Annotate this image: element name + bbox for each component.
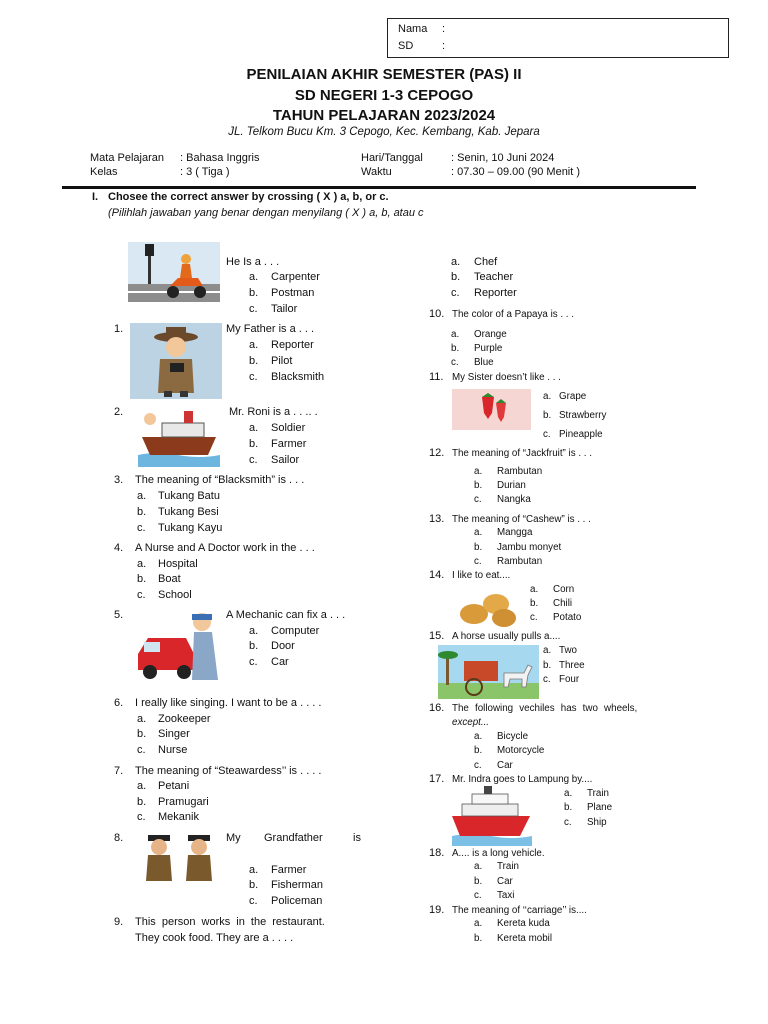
q15-text: A horse usually pulls a.... bbox=[452, 631, 561, 642]
q4-letter-a: a. bbox=[137, 558, 147, 570]
q16-text-line1: The following vechiles has two wheels, bbox=[452, 703, 638, 714]
subject-label: Mata Pelajaran bbox=[90, 152, 164, 164]
q3-option-c[interactable]: Tukang Kayu bbox=[158, 522, 223, 534]
q4-letter-c: c. bbox=[137, 589, 146, 601]
q18-text: A.... is a long vehicle. bbox=[452, 848, 545, 859]
q9-option-c[interactable]: Reporter bbox=[474, 287, 517, 299]
nama-label: Nama bbox=[398, 23, 428, 35]
student-id-box bbox=[387, 18, 729, 58]
q14-option-c[interactable]: Potato bbox=[553, 612, 582, 623]
q13-text: The meaning of “Cashew” is . . . bbox=[452, 514, 591, 525]
q18-number: 18. bbox=[429, 847, 445, 859]
q1-text: My Father is a . . . bbox=[226, 323, 315, 335]
q16-number: 16. bbox=[429, 702, 445, 714]
class-value: : 3 ( Tiga ) bbox=[180, 166, 230, 178]
q0-letter-a: a. bbox=[249, 271, 259, 283]
section-subtitle: (Pilihlah jawaban yang benar dengan menyilang ( X ) a, b, atau c bbox=[108, 207, 424, 219]
cruise-ship-icon bbox=[450, 786, 532, 846]
q3-letter-c: c. bbox=[137, 522, 146, 534]
q14-text: I like to eat.... bbox=[452, 570, 511, 581]
q4-letter-b: b. bbox=[137, 573, 147, 585]
q7-letter-b: b. bbox=[137, 796, 147, 808]
q16-option-a[interactable]: Bicycle bbox=[497, 731, 529, 742]
q2-number: 2. bbox=[114, 406, 124, 418]
q2-option-a[interactable]: Soldier bbox=[271, 422, 306, 434]
q10-number: 10. bbox=[429, 308, 445, 320]
q2-option-b[interactable]: Farmer bbox=[271, 438, 307, 450]
q9-letter-a: a. bbox=[451, 256, 461, 268]
q13-option-b[interactable]: Jambu monyet bbox=[497, 542, 562, 553]
q3-option-a[interactable]: Tukang Batu bbox=[158, 490, 220, 502]
q11-option-c[interactable]: Pineapple bbox=[559, 429, 603, 440]
q15-letter-a: a. bbox=[543, 645, 552, 656]
q8-text-word3: is bbox=[353, 832, 361, 844]
q1-letter-a: a. bbox=[249, 339, 259, 351]
q16-text-line2: except... bbox=[452, 717, 490, 728]
q8-number: 8. bbox=[114, 832, 124, 844]
q0-option-c[interactable]: Tailor bbox=[271, 303, 298, 315]
q8-letter-b: b. bbox=[249, 879, 259, 891]
q15-option-b[interactable]: Three bbox=[559, 660, 585, 671]
q19-text: The meaning of ‘‘carriage’’ is.... bbox=[452, 905, 587, 916]
q18-letter-b: b. bbox=[474, 876, 483, 887]
q14-option-a[interactable]: Corn bbox=[553, 584, 575, 595]
q6-option-b[interactable]: Singer bbox=[158, 728, 190, 740]
class-label: Kelas bbox=[90, 166, 118, 178]
q4-number: 4. bbox=[114, 542, 124, 554]
q2-letter-b: b. bbox=[249, 438, 259, 450]
q1-number: 1. bbox=[114, 323, 124, 335]
q6-text: I really like singing. I want to be a . . . . bbox=[135, 697, 322, 709]
q5-letter-c: c. bbox=[249, 656, 258, 668]
q0-option-a[interactable]: Carpenter bbox=[271, 271, 320, 283]
q0-text: He Is a . . . bbox=[226, 256, 280, 268]
q9-letter-c: c. bbox=[451, 287, 460, 299]
q0-letter-c: c. bbox=[249, 303, 258, 315]
time-value: : 07.30 – 09.00 (90 Menit ) bbox=[451, 166, 581, 178]
q2-letter-a: a. bbox=[249, 422, 259, 434]
q6-letter-b: b. bbox=[137, 728, 147, 740]
q1-letter-b: b. bbox=[249, 355, 259, 367]
q12-option-a[interactable]: Rambutan bbox=[497, 466, 543, 477]
q15-number: 15. bbox=[429, 630, 445, 642]
q5-option-a[interactable]: Computer bbox=[271, 625, 320, 637]
q7-option-b[interactable]: Pramugari bbox=[158, 796, 209, 808]
q5-option-b[interactable]: Door bbox=[271, 640, 295, 652]
q18-option-c[interactable]: Taxi bbox=[497, 890, 515, 901]
q13-letter-a: a. bbox=[474, 527, 483, 538]
q5-letter-b: b. bbox=[249, 640, 259, 652]
section-number: I. bbox=[92, 191, 99, 203]
q5-letter-a: a. bbox=[249, 625, 259, 637]
q12-letter-c: c. bbox=[474, 494, 482, 505]
header-divider bbox=[62, 186, 696, 189]
q17-letter-b: b. bbox=[564, 802, 573, 813]
q8-option-b[interactable]: Fisherman bbox=[271, 879, 323, 891]
q10-option-b[interactable]: Purple bbox=[474, 343, 503, 354]
q11-text: My Sister doesn’t like . . . bbox=[452, 372, 561, 383]
q14-number: 14. bbox=[429, 569, 445, 581]
q2-text: Mr. Roni is a . . .. . bbox=[229, 406, 318, 418]
sd-label: SD bbox=[398, 40, 414, 52]
q16-letter-a: a. bbox=[474, 731, 483, 742]
q19-letter-b: b. bbox=[474, 933, 483, 944]
q17-text: Mr. Indra goes to Lampung by.... bbox=[452, 774, 593, 785]
q7-option-a[interactable]: Petani bbox=[158, 780, 190, 792]
school-address: JL. Telkom Bucu Km. 3 Cepogo, Kec. Kembang, Kab. Jepara bbox=[228, 126, 540, 138]
horse-carriage-icon bbox=[438, 645, 539, 699]
q7-letter-a: a. bbox=[137, 780, 147, 792]
q8-option-c[interactable]: Policeman bbox=[271, 895, 323, 907]
q1-option-a[interactable]: Reporter bbox=[271, 339, 314, 351]
q1-option-b[interactable]: Pilot bbox=[271, 355, 293, 367]
q6-letter-c: c. bbox=[137, 744, 146, 756]
q7-text: The meaning of “Steawardess’’ is . . . . bbox=[135, 765, 322, 777]
q13-letter-b: b. bbox=[474, 542, 483, 553]
q12-letter-b: b. bbox=[474, 480, 483, 491]
q10-option-c[interactable]: Blue bbox=[474, 357, 494, 368]
q15-option-c[interactable]: Four bbox=[559, 674, 580, 685]
q15-option-a[interactable]: Two bbox=[559, 645, 577, 656]
q10-option-a[interactable]: Orange bbox=[474, 329, 507, 340]
q0-letter-b: b. bbox=[249, 287, 259, 299]
q1-option-c[interactable]: Blacksmith bbox=[271, 371, 325, 383]
time-label: Waktu bbox=[361, 166, 392, 178]
q19-option-b[interactable]: Kereta mobil bbox=[497, 933, 552, 944]
q1-letter-c: c. bbox=[249, 371, 258, 383]
q12-letter-a: a. bbox=[474, 466, 483, 477]
q13-option-c[interactable]: Rambutan bbox=[497, 556, 543, 567]
q11-letter-c: c. bbox=[543, 429, 551, 440]
q3-text: The meaning of “Blacksmith” is . . . bbox=[135, 474, 305, 486]
q12-text: The meaning of “Jackfruit” is . . . bbox=[452, 448, 592, 459]
q9-text-line2: They cook food. They are a . . . . bbox=[135, 932, 294, 944]
q11-number: 11. bbox=[429, 371, 444, 383]
police-officers-icon bbox=[140, 831, 224, 885]
q17-number: 17. bbox=[429, 773, 445, 785]
q6-option-c[interactable]: Nurse bbox=[158, 744, 188, 756]
q3-letter-b: b. bbox=[137, 506, 147, 518]
q8-option-a[interactable]: Farmer bbox=[271, 864, 307, 876]
q12-option-c[interactable]: Nangka bbox=[497, 494, 531, 505]
exam-title: PENILAIAN AKHIR SEMESTER (PAS) II bbox=[246, 66, 522, 83]
date-label: Hari/Tanggal bbox=[361, 152, 423, 164]
q11-option-b[interactable]: Strawberry bbox=[559, 410, 607, 421]
q12-option-b[interactable]: Durian bbox=[497, 480, 526, 491]
strawberry-icon bbox=[452, 389, 531, 430]
motorcycle-rider-icon bbox=[128, 242, 220, 302]
q17-letter-c: c. bbox=[564, 817, 572, 828]
q17-letter-a: a. bbox=[564, 788, 573, 799]
q14-letter-b: b. bbox=[530, 598, 539, 609]
date-value: : Senin, 10 Juni 2024 bbox=[451, 152, 555, 164]
q2-option-c[interactable]: Sailor bbox=[271, 454, 300, 466]
q6-letter-a: a. bbox=[137, 713, 147, 725]
q9-letter-b: b. bbox=[451, 271, 461, 283]
q0-option-b[interactable]: Postman bbox=[271, 287, 315, 299]
q5-option-c[interactable]: Car bbox=[271, 656, 289, 668]
q13-option-a[interactable]: Mangga bbox=[497, 527, 533, 538]
potatoes-icon bbox=[454, 586, 524, 632]
q13-number: 13. bbox=[429, 513, 445, 525]
q9-option-b[interactable]: Teacher bbox=[474, 271, 514, 283]
q9-number: 9. bbox=[114, 916, 124, 928]
q17-option-c[interactable]: Ship bbox=[587, 817, 607, 828]
subject-value: : Bahasa Inggris bbox=[180, 152, 260, 164]
q18-letter-a: a. bbox=[474, 861, 483, 872]
q16-letter-c: c. bbox=[474, 760, 482, 771]
q11-option-a[interactable]: Grape bbox=[559, 391, 587, 402]
q8-letter-c: c. bbox=[249, 895, 258, 907]
q10-text: The color of a Papaya is . . . bbox=[452, 309, 574, 320]
q19-number: 19. bbox=[429, 904, 445, 916]
q17-option-b[interactable]: Plane bbox=[587, 802, 613, 813]
q8-letter-a: a. bbox=[249, 864, 259, 876]
q3-letter-a: a. bbox=[137, 490, 147, 502]
q5-text: A Mechanic can fix a . . . bbox=[226, 609, 346, 621]
q10-letter-a: a. bbox=[451, 329, 460, 340]
sd-colon: : bbox=[442, 40, 446, 52]
q19-option-a[interactable]: Kereta kuda bbox=[497, 918, 550, 929]
ship-icon bbox=[136, 407, 222, 467]
q4-option-c[interactable]: School bbox=[158, 589, 192, 601]
q13-letter-c: c. bbox=[474, 556, 482, 567]
q8-text-word1: My bbox=[226, 832, 241, 844]
q2-letter-c: c. bbox=[249, 454, 258, 466]
q9-option-a[interactable]: Chef bbox=[474, 256, 498, 268]
q15-letter-c: c. bbox=[543, 674, 551, 685]
q8-text-word2: Grandfather bbox=[264, 832, 323, 844]
school-year: TAHUN PELAJARAN 2023/2024 bbox=[272, 107, 496, 124]
q15-letter-b: b. bbox=[543, 660, 552, 671]
q7-letter-c: c. bbox=[137, 811, 146, 823]
section-title: Chosee the correct answer by crossing ( X ) a, b, or c. bbox=[108, 191, 389, 203]
q18-option-b[interactable]: Car bbox=[497, 876, 513, 887]
q16-option-b[interactable]: Motorcycle bbox=[497, 745, 545, 756]
school-name: SD NEGERI 1-3 CEPOGO bbox=[294, 87, 474, 104]
q16-option-c[interactable]: Car bbox=[497, 760, 513, 771]
q3-number: 3. bbox=[114, 474, 124, 486]
q11-letter-a: a. bbox=[543, 391, 552, 402]
q12-number: 12. bbox=[429, 447, 445, 459]
q11-letter-b: b. bbox=[543, 410, 552, 421]
q14-option-b[interactable]: Chili bbox=[553, 598, 573, 609]
nama-colon: : bbox=[442, 23, 446, 35]
q9-text-line1: This person works in the restaurant. bbox=[135, 916, 325, 928]
q7-option-c[interactable]: Mekanik bbox=[158, 811, 199, 823]
q3-option-b[interactable]: Tukang Besi bbox=[158, 506, 219, 518]
q4-text: A Nurse and A Doctor work in the . . . bbox=[135, 542, 315, 554]
q14-letter-a: a. bbox=[530, 584, 539, 595]
q10-letter-b: b. bbox=[451, 343, 460, 354]
q6-option-a[interactable]: Zookeeper bbox=[158, 713, 211, 725]
q4-option-b[interactable]: Boat bbox=[158, 573, 181, 585]
photographer-icon bbox=[130, 323, 222, 399]
q6-number: 6. bbox=[114, 697, 124, 709]
q17-option-a[interactable]: Train bbox=[587, 788, 609, 799]
q5-number: 5. bbox=[114, 609, 124, 621]
q16-letter-b: b. bbox=[474, 745, 483, 756]
q7-number: 7. bbox=[114, 765, 124, 777]
q18-option-a[interactable]: Train bbox=[497, 861, 519, 872]
q18-letter-c: c. bbox=[474, 890, 482, 901]
q10-letter-c: c. bbox=[451, 357, 459, 368]
q14-letter-c: c. bbox=[530, 612, 538, 623]
mechanic-car-icon bbox=[134, 608, 226, 692]
q4-option-a[interactable]: Hospital bbox=[158, 558, 198, 570]
q19-letter-a: a. bbox=[474, 918, 483, 929]
